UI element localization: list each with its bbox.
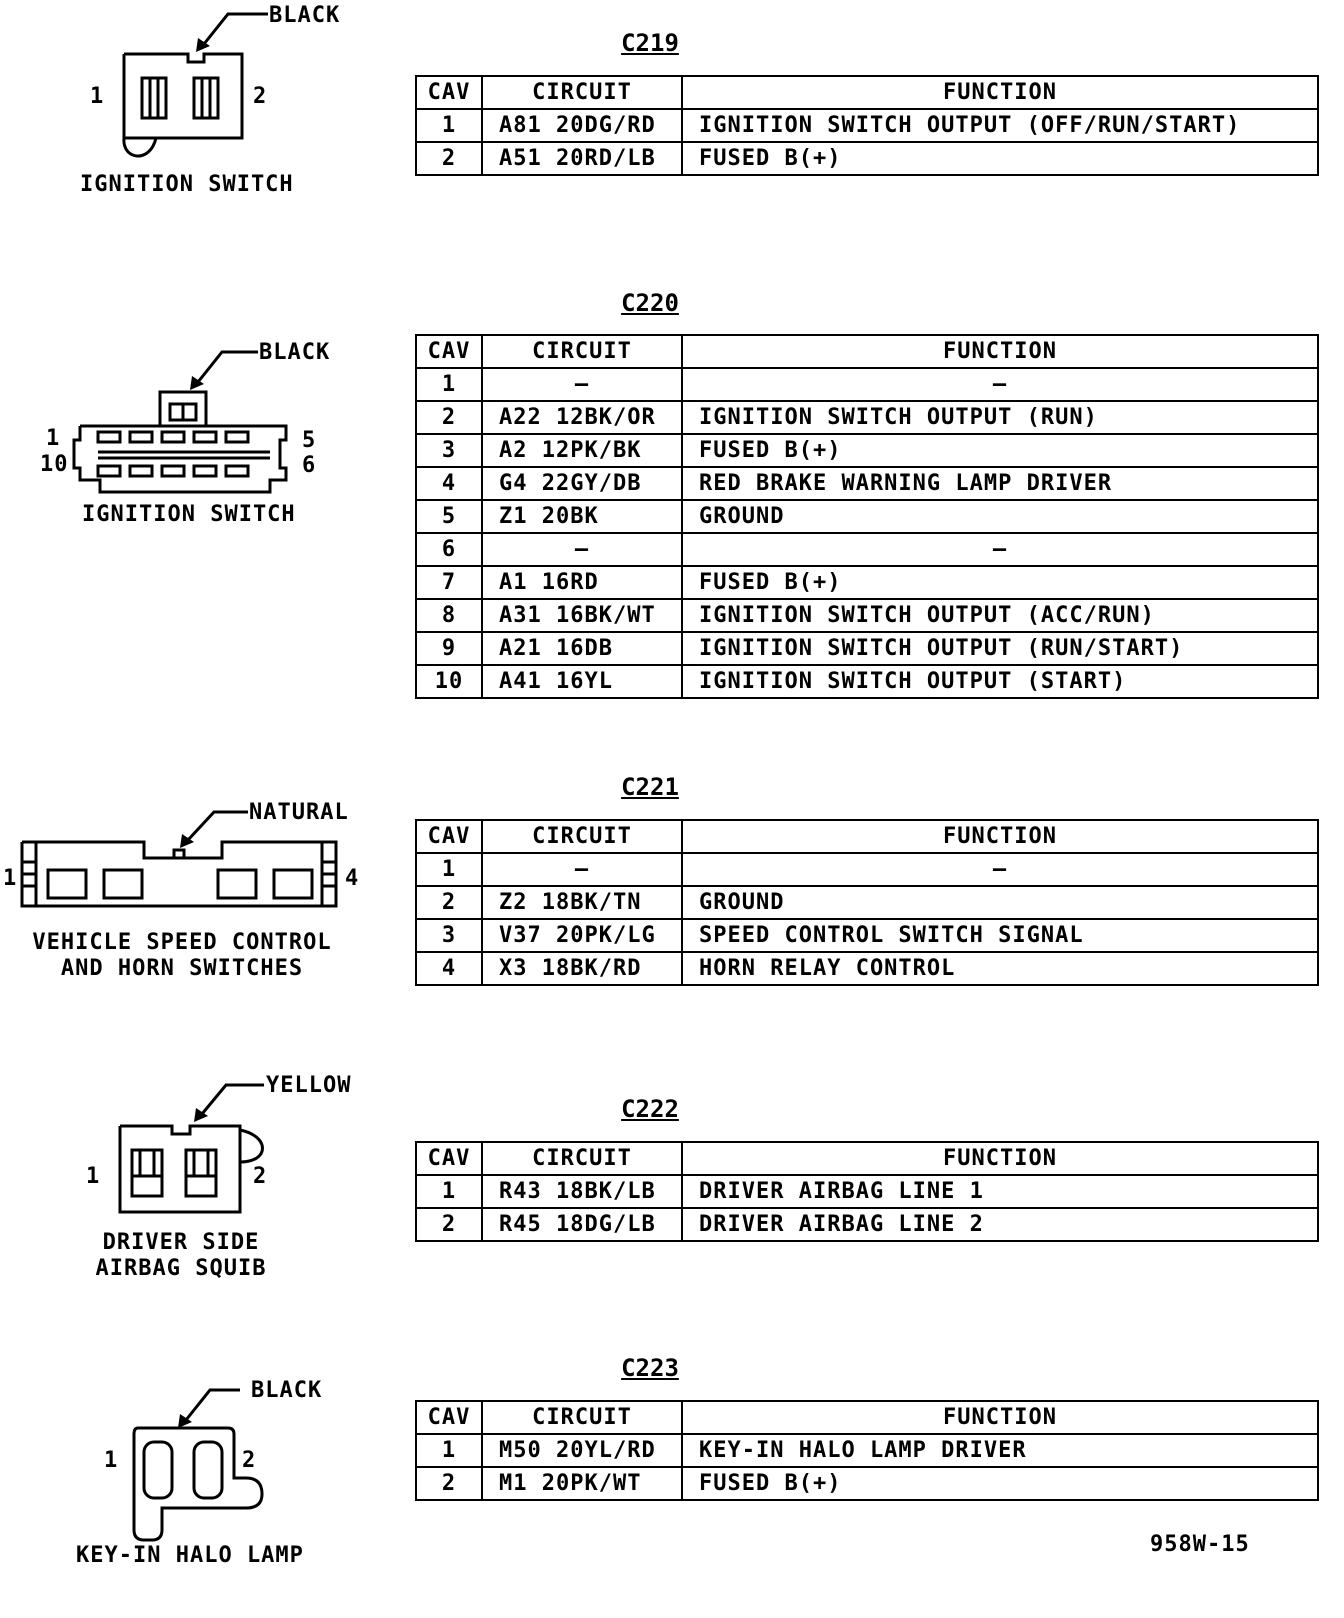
function-header: FUNCTION: [682, 335, 1318, 368]
circuit-cell: A1 16RD: [482, 566, 682, 599]
function-header: FUNCTION: [682, 820, 1318, 853]
function-cell: RED BRAKE WARNING LAMP DRIVER: [682, 467, 1318, 500]
circuit-cell: –: [482, 853, 682, 886]
cav-header: CAV: [416, 76, 482, 109]
function-cell: IGNITION SWITCH OUTPUT (RUN/START): [682, 632, 1318, 665]
circuit-cell: M50 20YL/RD: [482, 1434, 682, 1467]
c219-connector-name: IGNITION SWITCH: [80, 172, 294, 197]
function-header: FUNCTION: [682, 76, 1318, 109]
function-cell: HORN RELAY CONTROL: [682, 952, 1318, 985]
function-cell: IGNITION SWITCH OUTPUT (RUN): [682, 401, 1318, 434]
c223-title: C223: [621, 1354, 679, 1382]
circuit-cell: V37 20PK/LG: [482, 919, 682, 952]
circuit-cell: A31 16BK/WT: [482, 599, 682, 632]
circuit-cell: A2 12PK/BK: [482, 434, 682, 467]
circuit-cell: R43 18BK/LB: [482, 1175, 682, 1208]
function-cell: FUSED B(+): [682, 434, 1318, 467]
c222-connector-name-line2: AIRBAG SQUIB: [95, 1256, 267, 1281]
table-row: [416, 853, 1318, 886]
cav-cell: 6: [416, 533, 482, 566]
table-row: [416, 467, 1318, 500]
function-cell: FUSED B(+): [682, 142, 1318, 175]
circuit-cell: –: [482, 368, 682, 401]
c219-pin-label-2: 2: [253, 84, 268, 109]
circuit-cell: –: [482, 533, 682, 566]
c221-pinout-table: [415, 819, 1319, 986]
table-row: [416, 599, 1318, 632]
c220-connector-name: IGNITION SWITCH: [82, 502, 296, 527]
c223-connector-drawing: [0, 0, 1, 1]
table-row: [416, 1175, 1318, 1208]
c223-pin-label-1: 1: [104, 1448, 119, 1473]
function-cell: –: [682, 533, 1318, 566]
cav-cell: 1: [416, 1175, 482, 1208]
table-row: [416, 142, 1318, 175]
circuit-header: CIRCUIT: [482, 820, 682, 853]
function-cell: –: [682, 368, 1318, 401]
cav-cell: 2: [416, 142, 482, 175]
function-cell: GROUND: [682, 886, 1318, 919]
table-row: [416, 500, 1318, 533]
cav-header: CAV: [416, 335, 482, 368]
table-row: [416, 1434, 1318, 1467]
function-cell: SPEED CONTROL SWITCH SIGNAL: [682, 919, 1318, 952]
table-header-row: [416, 335, 1318, 368]
circuit-cell: A22 12BK/OR: [482, 401, 682, 434]
cav-cell: 5: [416, 500, 482, 533]
cav-cell: 1: [416, 1434, 482, 1467]
table-header-row: [416, 820, 1318, 853]
table-row: [416, 109, 1318, 142]
cav-cell: 2: [416, 401, 482, 434]
circuit-cell: A21 16DB: [482, 632, 682, 665]
figure-id: 958W-15: [1150, 1532, 1250, 1557]
c222-pinout-table: [415, 1141, 1319, 1242]
cav-cell: 2: [416, 886, 482, 919]
table-row: [416, 632, 1318, 665]
cav-header: CAV: [416, 1142, 482, 1175]
c223-pinout-table: [415, 1400, 1319, 1501]
c221-connector-name: [0, 930, 364, 982]
circuit-header: CIRCUIT: [482, 1401, 682, 1434]
cav-cell: 3: [416, 434, 482, 467]
c219-pinout-table: [415, 75, 1319, 176]
function-cell: –: [682, 853, 1318, 886]
c219-pin-label-1: 1: [90, 84, 105, 109]
c221-connector-name-line2: AND HORN SWITCHES: [60, 956, 304, 981]
c222-pin-label-2: 2: [253, 1164, 268, 1189]
circuit-cell: Z1 20BK: [482, 500, 682, 533]
function-cell: DRIVER AIRBAG LINE 1: [682, 1175, 1318, 1208]
c220-pin-label-6: 6: [302, 453, 317, 478]
table-row: [416, 886, 1318, 919]
table-row: [416, 1208, 1318, 1241]
cav-cell: 9: [416, 632, 482, 665]
circuit-header: CIRCUIT: [482, 335, 682, 368]
c222-connector-name: [0, 1230, 362, 1282]
c221-title: C221: [621, 773, 679, 801]
cav-cell: 1: [416, 853, 482, 886]
c220-pinout-table: [415, 334, 1319, 699]
table-row: [416, 952, 1318, 985]
c222-pin-label-1: 1: [86, 1164, 101, 1189]
c220-pin-label-5: 5: [302, 428, 317, 453]
table-row: [416, 566, 1318, 599]
circuit-cell: X3 18BK/RD: [482, 952, 682, 985]
table-row: [416, 665, 1318, 698]
cav-header: CAV: [416, 820, 482, 853]
function-cell: DRIVER AIRBAG LINE 2: [682, 1208, 1318, 1241]
c223-color-label: BLACK: [251, 1378, 323, 1403]
c221-color-label: NATURAL: [249, 800, 349, 825]
c220-color-label: BLACK: [259, 340, 331, 365]
circuit-cell: G4 22GY/DB: [482, 467, 682, 500]
c222-title: C222: [621, 1095, 679, 1123]
function-cell: GROUND: [682, 500, 1318, 533]
cav-header: CAV: [416, 1401, 482, 1434]
function-cell: IGNITION SWITCH OUTPUT (OFF/RUN/START): [682, 109, 1318, 142]
cav-cell: 8: [416, 599, 482, 632]
table-header-row: [416, 76, 1318, 109]
table-header-row: [416, 1142, 1318, 1175]
table-row: [416, 401, 1318, 434]
circuit-cell: Z2 18BK/TN: [482, 886, 682, 919]
cav-cell: 3: [416, 919, 482, 952]
cav-cell: 4: [416, 952, 482, 985]
cav-cell: 1: [416, 368, 482, 401]
c221-pin-label-4: 4: [345, 866, 360, 891]
function-cell: FUSED B(+): [682, 566, 1318, 599]
c222-connector-name-line1: DRIVER SIDE: [102, 1230, 260, 1255]
cav-cell: 1: [416, 109, 482, 142]
function-cell: IGNITION SWITCH OUTPUT (ACC/RUN): [682, 599, 1318, 632]
c223-connector-name: KEY-IN HALO LAMP: [76, 1543, 304, 1568]
circuit-cell: A81 20DG/RD: [482, 109, 682, 142]
circuit-header: CIRCUIT: [482, 76, 682, 109]
function-cell: IGNITION SWITCH OUTPUT (START): [682, 665, 1318, 698]
cav-cell: 10: [416, 665, 482, 698]
cav-cell: 2: [416, 1208, 482, 1241]
cav-cell: 2: [416, 1467, 482, 1500]
function-cell: FUSED B(+): [682, 1467, 1318, 1500]
function-header: FUNCTION: [682, 1401, 1318, 1434]
c220-pin-label-1: 1: [46, 426, 61, 451]
table-row: [416, 1467, 1318, 1500]
circuit-header: CIRCUIT: [482, 1142, 682, 1175]
function-cell: KEY-IN HALO LAMP DRIVER: [682, 1434, 1318, 1467]
c219-title: C219: [621, 29, 679, 57]
c221-connector-name-line1: VEHICLE SPEED CONTROL: [32, 930, 332, 955]
table-row: [416, 368, 1318, 401]
c223-pin-label-2: 2: [242, 1448, 257, 1473]
c220-title: C220: [621, 289, 679, 317]
table-row: [416, 919, 1318, 952]
table-row: [416, 533, 1318, 566]
function-header: FUNCTION: [682, 1142, 1318, 1175]
c222-color-label: YELLOW: [266, 1073, 352, 1098]
circuit-cell: M1 20PK/WT: [482, 1467, 682, 1500]
circuit-cell: R45 18DG/LB: [482, 1208, 682, 1241]
c220-pin-label-10: 10: [40, 452, 69, 477]
cav-cell: 4: [416, 467, 482, 500]
c221-pin-label-1: 1: [3, 866, 18, 891]
circuit-cell: A41 16YL: [482, 665, 682, 698]
circuit-cell: A51 20RD/LB: [482, 142, 682, 175]
c219-color-label: BLACK: [269, 3, 341, 28]
table-row: [416, 434, 1318, 467]
table-header-row: [416, 1401, 1318, 1434]
cav-cell: 7: [416, 566, 482, 599]
